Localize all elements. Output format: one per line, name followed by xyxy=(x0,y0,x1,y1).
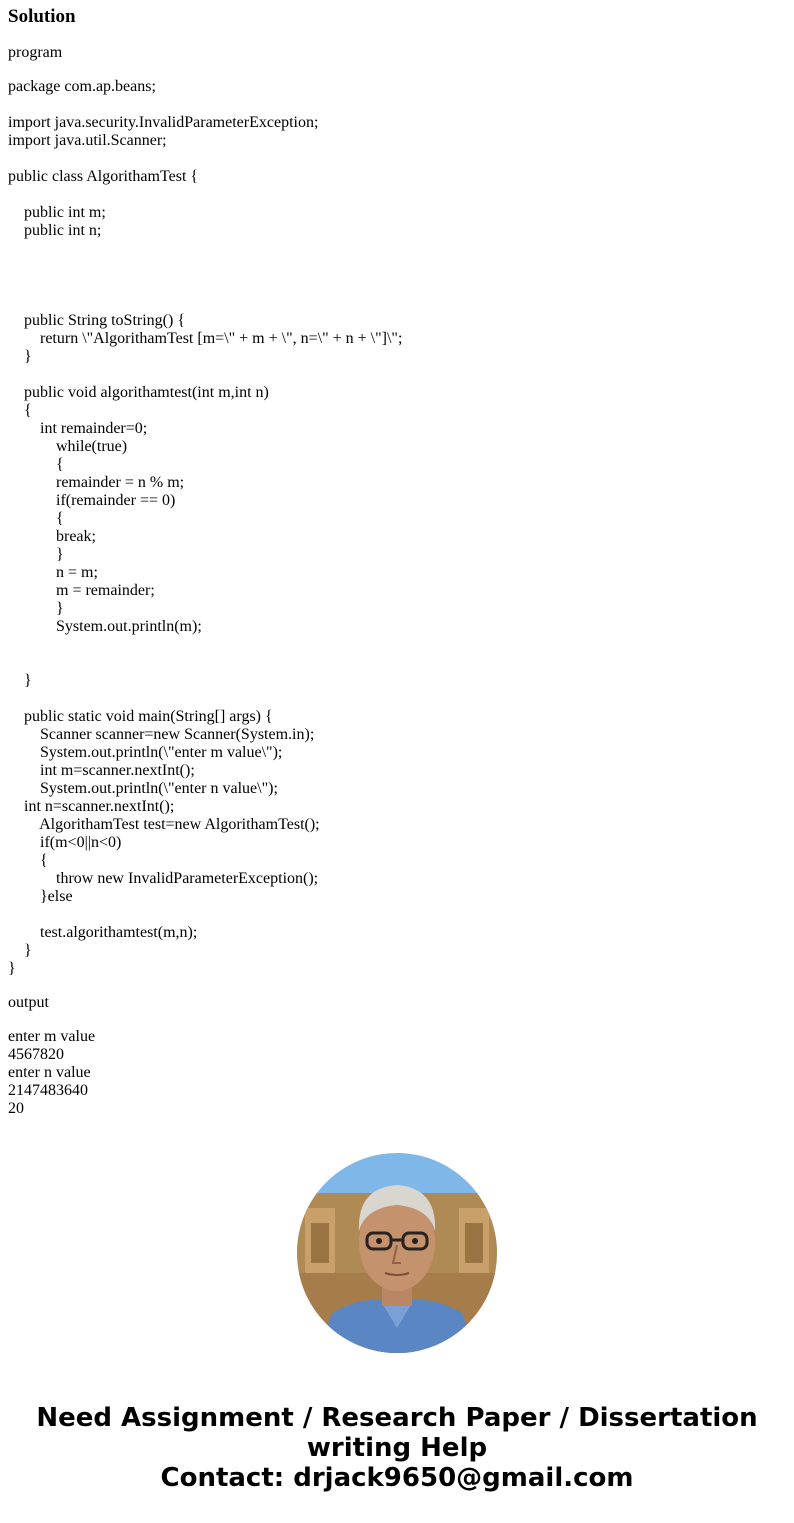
output-label: output xyxy=(8,994,49,1011)
program-output: enter m value 4567820 enter n value 2147483640 20 xyxy=(8,1028,96,1117)
contact-footer xyxy=(0,1403,794,1493)
avatar xyxy=(297,1153,497,1353)
footer-line-1: Need Assignment / Research Paper / Dissertation xyxy=(36,1403,758,1433)
footer-line-2: writing Help xyxy=(306,1433,488,1463)
solution-heading: Solution xyxy=(8,6,76,27)
avatar-photo-icon xyxy=(297,1153,497,1353)
program-code: package com.ap.beans; import java.security.InvalidParameterException; import java.util.Scanner; public class AlgorithamTest { public int m; public int n; public String toString() { return \"AlgorithamTest [m=\" + m + \", n=\" + n + \"]\"; } public void algorithamtest(int m,int n) { int remainder=0; while(true) { remainder = n % m; if(remainder == 0) { break; } n = m; m = remainder; } System.out.println(m); } public static void main(String[] args) { Scanner scanner=new Scanner(System.in); System.out.println(\"enter m value\"); int m=scanner.nextInt(); System.out.println(\"enter n value\"); int n=scanner.nextInt(); AlgorithamTest test=new AlgorithamTest(); if(m<0||n<0) { throw new InvalidParameterException(); }else test.algorithamtest(m,n); } } xyxy=(8,78,403,977)
footer-line-3: Contact: drjack9650@gmail.com xyxy=(160,1463,634,1493)
solution-content xyxy=(8,0,786,1118)
program-label: program xyxy=(8,44,63,61)
